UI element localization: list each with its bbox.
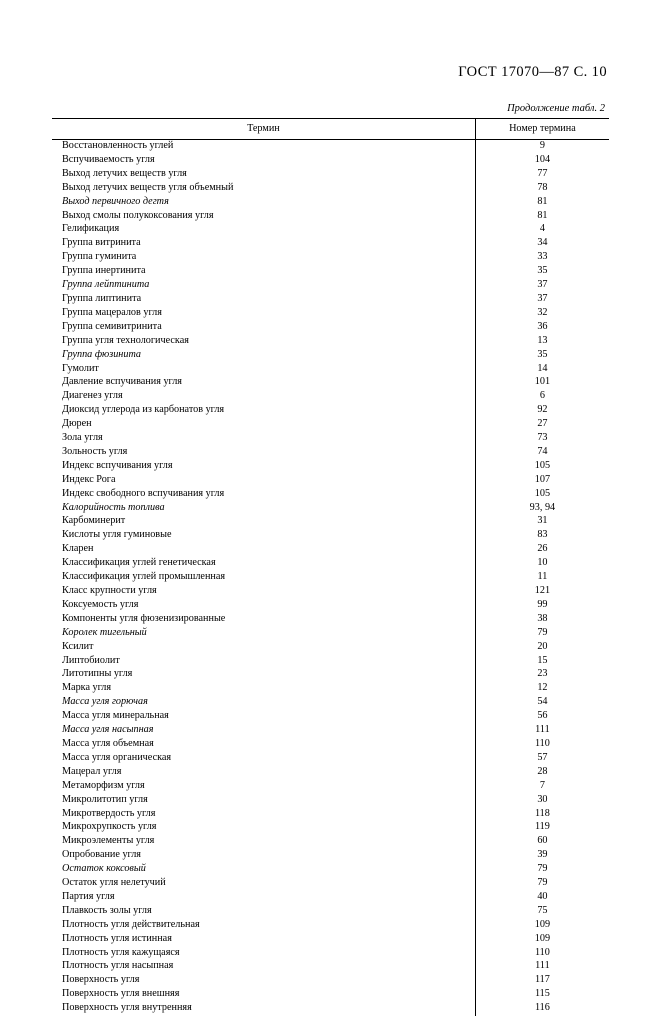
table-row <box>52 988 609 1002</box>
term-number-cell: 12 <box>475 682 609 696</box>
term-number-cell: 79 <box>475 877 609 891</box>
term-number-cell: 26 <box>475 543 609 557</box>
term-cell: Плотность угля насыпная <box>52 960 475 974</box>
table-row <box>52 877 609 891</box>
term-number-cell: 15 <box>475 655 609 669</box>
term-number-cell: 109 <box>475 933 609 947</box>
table-row <box>52 237 609 251</box>
table-row <box>52 821 609 835</box>
term-cell: Масса угля минеральная <box>52 710 475 724</box>
term-cell: Масса угля насыпная <box>52 724 475 738</box>
term-cell: Поверхность угля внутренняя <box>52 1002 475 1016</box>
term-cell: Группа лейптинита <box>52 279 475 293</box>
table-row <box>52 279 609 293</box>
term-cell: Масса угля органическая <box>52 752 475 766</box>
term-cell: Калорийность топлива <box>52 502 475 516</box>
table-row <box>52 696 609 710</box>
table-row <box>52 293 609 307</box>
term-cell: Литотипны угля <box>52 668 475 682</box>
term-cell: Кислоты угля гуминовые <box>52 529 475 543</box>
term-number-cell: 9 <box>475 140 609 154</box>
term-number-cell: 111 <box>475 724 609 738</box>
term-number-cell: 11 <box>475 571 609 585</box>
table-row <box>52 529 609 543</box>
term-number-cell: 56 <box>475 710 609 724</box>
table-row <box>52 168 609 182</box>
term-number-cell: 34 <box>475 237 609 251</box>
table-row <box>52 418 609 432</box>
table-row <box>52 376 609 390</box>
term-number-cell: 105 <box>475 460 609 474</box>
term-number-cell: 79 <box>475 863 609 877</box>
term-cell: Вспучиваемость угля <box>52 154 475 168</box>
term-number-cell: 20 <box>475 641 609 655</box>
term-number-cell: 54 <box>475 696 609 710</box>
column-header-number: Номер термина <box>475 119 609 140</box>
table-row <box>52 1002 609 1016</box>
term-cell: Микроэлементы угля <box>52 835 475 849</box>
table-row <box>52 766 609 780</box>
term-number-cell: 116 <box>475 1002 609 1016</box>
term-number-cell: 107 <box>475 474 609 488</box>
term-number-cell: 81 <box>475 210 609 224</box>
term-number-cell: 101 <box>475 376 609 390</box>
term-number-cell: 117 <box>475 974 609 988</box>
term-number-cell: 14 <box>475 363 609 377</box>
term-number-cell: 33 <box>475 251 609 265</box>
term-cell: Класс крупности угля <box>52 585 475 599</box>
term-cell: Коксуемость угля <box>52 599 475 613</box>
term-number-cell: 78 <box>475 182 609 196</box>
term-cell: Классификация углей промышленная <box>52 571 475 585</box>
term-cell: Микролитотип угля <box>52 794 475 808</box>
term-number-cell: 38 <box>475 613 609 627</box>
table-row <box>52 627 609 641</box>
table-row <box>52 502 609 516</box>
term-cell: Индекс вспучивания угля <box>52 460 475 474</box>
term-cell: Кларен <box>52 543 475 557</box>
term-number-cell: 110 <box>475 947 609 961</box>
table-row <box>52 835 609 849</box>
table-row <box>52 446 609 460</box>
continuation-note: Продолжение табл. 2 <box>52 103 609 114</box>
table-row <box>52 404 609 418</box>
term-cell: Индекс свободного вспучивания угля <box>52 488 475 502</box>
table-row <box>52 335 609 349</box>
table-row <box>52 196 609 210</box>
table-row <box>52 474 609 488</box>
term-cell: Масса угля горючая <box>52 696 475 710</box>
term-number-cell: 74 <box>475 446 609 460</box>
term-number-cell: 77 <box>475 168 609 182</box>
table-row <box>52 154 609 168</box>
term-cell: Микротвердость угля <box>52 808 475 822</box>
table-row <box>52 223 609 237</box>
table-row <box>52 557 609 571</box>
table-row <box>52 738 609 752</box>
term-number-cell: 57 <box>475 752 609 766</box>
term-cell: Группа угля технологическая <box>52 335 475 349</box>
term-cell: Группа липтинита <box>52 293 475 307</box>
term-number-cell: 10 <box>475 557 609 571</box>
table-row <box>52 210 609 224</box>
term-number-cell: 119 <box>475 821 609 835</box>
table-row <box>52 780 609 794</box>
table-row <box>52 919 609 933</box>
table-row <box>52 543 609 557</box>
term-cell: Остаток коксовый <box>52 863 475 877</box>
term-cell: Плавкость золы угля <box>52 905 475 919</box>
page-header: ГОСТ 17070—87 С. 10 <box>52 0 609 81</box>
table-row <box>52 182 609 196</box>
term-cell: Марка угля <box>52 682 475 696</box>
term-cell: Опробование угля <box>52 849 475 863</box>
term-cell: Поверхность угля внешняя <box>52 988 475 1002</box>
term-number-cell: 92 <box>475 404 609 418</box>
table-body <box>52 140 609 1016</box>
table-row <box>52 641 609 655</box>
table-row <box>52 710 609 724</box>
term-number-cell: 30 <box>475 794 609 808</box>
table-row <box>52 947 609 961</box>
table-row <box>52 891 609 905</box>
term-number-cell: 35 <box>475 349 609 363</box>
term-number-cell: 32 <box>475 307 609 321</box>
term-cell: Липтобиолит <box>52 655 475 669</box>
table-row <box>52 515 609 529</box>
table-row <box>52 307 609 321</box>
term-number-cell: 39 <box>475 849 609 863</box>
term-cell: Гелификация <box>52 223 475 237</box>
term-number-cell: 7 <box>475 780 609 794</box>
term-number-cell: 93, 94 <box>475 502 609 516</box>
table-row <box>52 349 609 363</box>
table-row <box>52 488 609 502</box>
term-number-cell: 121 <box>475 585 609 599</box>
term-number-cell: 111 <box>475 960 609 974</box>
term-cell: Карбоминерит <box>52 515 475 529</box>
table-row <box>52 668 609 682</box>
term-cell: Выход первичного дегтя <box>52 196 475 210</box>
term-cell: Группа семивитринита <box>52 321 475 335</box>
term-number-cell: 115 <box>475 988 609 1002</box>
term-cell: Зольность угля <box>52 446 475 460</box>
table-row <box>52 655 609 669</box>
table-row <box>52 390 609 404</box>
table-row <box>52 432 609 446</box>
term-number-cell: 36 <box>475 321 609 335</box>
term-number-cell: 13 <box>475 335 609 349</box>
table-row <box>52 321 609 335</box>
term-number-cell: 99 <box>475 599 609 613</box>
term-number-cell: 35 <box>475 265 609 279</box>
term-cell: Компоненты угля фюзенизированные <box>52 613 475 627</box>
term-cell: Поверхность угля <box>52 974 475 988</box>
term-cell: Плотность угля истинная <box>52 933 475 947</box>
term-cell: Плотность угля кажущаяся <box>52 947 475 961</box>
term-cell: Партия угля <box>52 891 475 905</box>
term-number-cell: 28 <box>475 766 609 780</box>
table-row <box>52 808 609 822</box>
term-cell: Масса угля объемная <box>52 738 475 752</box>
table-row <box>52 363 609 377</box>
term-number-cell: 4 <box>475 223 609 237</box>
term-cell: Классификация углей генетическая <box>52 557 475 571</box>
table-row <box>52 599 609 613</box>
term-cell: Плотность угля действительная <box>52 919 475 933</box>
term-number-cell: 109 <box>475 919 609 933</box>
table-head <box>52 119 609 140</box>
term-cell: Индекс Рога <box>52 474 475 488</box>
term-cell: Остаток угля нелетучий <box>52 877 475 891</box>
term-number-cell: 37 <box>475 279 609 293</box>
term-cell: Выход смолы полукоксования угля <box>52 210 475 224</box>
table-row <box>52 933 609 947</box>
table-row <box>52 613 609 627</box>
term-cell: Восстановленность углей <box>52 140 475 154</box>
table-row <box>52 794 609 808</box>
table-row <box>52 752 609 766</box>
table-row <box>52 849 609 863</box>
term-cell: Мацерал угля <box>52 766 475 780</box>
term-cell: Выход летучих веществ угля объемный <box>52 182 475 196</box>
table-row <box>52 571 609 585</box>
term-cell: Группа инертинита <box>52 265 475 279</box>
table-row <box>52 682 609 696</box>
table-row <box>52 974 609 988</box>
term-number-cell: 105 <box>475 488 609 502</box>
term-cell: Дюрен <box>52 418 475 432</box>
term-cell: Группа гуминита <box>52 251 475 265</box>
term-cell: Зола угля <box>52 432 475 446</box>
table-row <box>52 265 609 279</box>
term-cell: Группа фюзинита <box>52 349 475 363</box>
term-cell: Микрохрупкость угля <box>52 821 475 835</box>
term-cell: Давление вспучивания угля <box>52 376 475 390</box>
terms-index-table <box>52 119 609 1016</box>
term-cell: Ксилит <box>52 641 475 655</box>
column-header-term: Термин <box>52 119 475 140</box>
term-number-cell: 31 <box>475 515 609 529</box>
term-number-cell: 23 <box>475 668 609 682</box>
term-number-cell: 27 <box>475 418 609 432</box>
table-row <box>52 140 609 154</box>
table-row <box>52 960 609 974</box>
table-row <box>52 585 609 599</box>
term-cell: Гумолит <box>52 363 475 377</box>
term-number-cell: 83 <box>475 529 609 543</box>
term-cell: Метаморфизм угля <box>52 780 475 794</box>
term-number-cell: 73 <box>475 432 609 446</box>
term-number-cell: 37 <box>475 293 609 307</box>
table-row <box>52 251 609 265</box>
term-number-cell: 118 <box>475 808 609 822</box>
term-number-cell: 110 <box>475 738 609 752</box>
table-row <box>52 460 609 474</box>
term-cell: Диоксид углерода из карбонатов угля <box>52 404 475 418</box>
term-number-cell: 79 <box>475 627 609 641</box>
term-cell: Группа мацералов угля <box>52 307 475 321</box>
term-number-cell: 60 <box>475 835 609 849</box>
term-number-cell: 6 <box>475 390 609 404</box>
term-number-cell: 40 <box>475 891 609 905</box>
table-row <box>52 724 609 738</box>
term-number-cell: 104 <box>475 154 609 168</box>
term-cell: Выход летучих веществ угля <box>52 168 475 182</box>
table-header-row <box>52 119 609 140</box>
term-cell: Диагенез угля <box>52 390 475 404</box>
term-cell: Группа витринита <box>52 237 475 251</box>
term-cell: Королек тигельный <box>52 627 475 641</box>
table-row <box>52 905 609 919</box>
term-number-cell: 75 <box>475 905 609 919</box>
term-number-cell: 81 <box>475 196 609 210</box>
table-row <box>52 863 609 877</box>
